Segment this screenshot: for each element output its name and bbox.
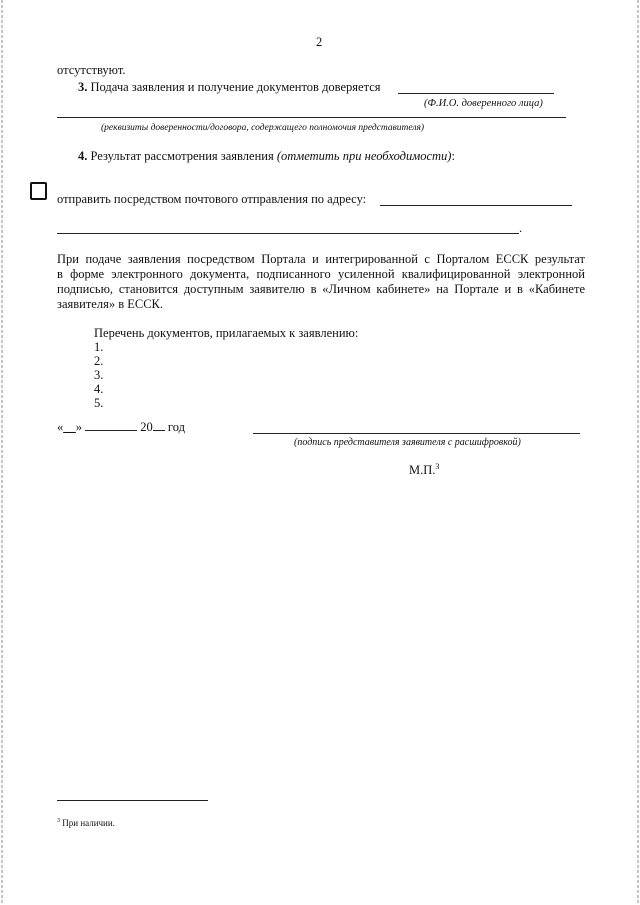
documents-list-item: 2.	[94, 354, 104, 368]
mail-address-field[interactable]	[380, 205, 572, 206]
portal-paragraph-line: заявителя» в ЕССК.	[57, 297, 163, 311]
mail-address-field-2[interactable]	[57, 233, 519, 234]
date-line	[57, 419, 185, 435]
documents-list-item: 3.	[94, 368, 104, 382]
date-day-field[interactable]: __	[63, 420, 76, 434]
footnote	[57, 818, 115, 828]
item4-number: 4.	[78, 149, 88, 163]
stamp-label: М.П.	[409, 463, 436, 478]
item3-number: 3.	[78, 80, 88, 94]
page-number: 2	[316, 35, 323, 49]
signature-field[interactable]	[253, 433, 580, 434]
footnote-separator	[57, 800, 208, 801]
date-year-word: год	[167, 420, 185, 434]
item3-line	[78, 80, 381, 95]
mail-address-end-dot: .	[519, 221, 523, 235]
footnote-text: При наличии.	[62, 818, 115, 828]
stamp-place	[409, 459, 439, 478]
stamp-footnote-ref: 3	[435, 462, 440, 471]
scan-edge-right	[637, 0, 639, 905]
power-of-attorney-field[interactable]	[57, 117, 566, 118]
signature-hint: (подпись представителя заявителя с расшифровкой)	[294, 437, 521, 448]
documents-list	[94, 340, 103, 410]
footnote-mark: 3	[57, 818, 60, 824]
date-year-prefix: 20	[140, 420, 153, 434]
item4-text: Результат рассмотрения заявления	[90, 149, 274, 163]
date-open-quote: «	[57, 420, 64, 434]
trustee-name-field[interactable]	[398, 93, 554, 94]
date-close-quote: »	[75, 420, 82, 434]
documents-list-item: 5.	[94, 396, 104, 410]
documents-list-item: 1.	[94, 340, 104, 354]
date-month-field[interactable]	[85, 419, 137, 431]
portal-paragraph-line: подписью, становится доступным заявителю в «Личном кабинете» на Портале и в «Кабинете	[57, 282, 585, 296]
date-year-field[interactable]	[153, 419, 165, 431]
documents-title: Перечень документов, прилагаемых к заявлению:	[94, 326, 359, 340]
mail-option-checkbox[interactable]	[30, 182, 47, 200]
item4-colon: :	[451, 149, 455, 163]
mail-option-text: отправить посредством почтового отправления по адресу:	[57, 192, 367, 206]
fio-hint: (Ф.И.О. доверенного лица)	[424, 98, 543, 109]
item4-line	[78, 149, 455, 164]
portal-paragraph	[57, 252, 585, 312]
requisites-hint: (реквизиты доверенности/договора, содержащего полномочия представителя)	[101, 123, 425, 133]
portal-paragraph-line: в форме электронного документа, подписанного усиленной квалифицированной электронной	[57, 267, 585, 281]
item3-text: Подача заявления и получение документов доверяется	[90, 80, 381, 94]
documents-list-item: 4.	[94, 382, 104, 396]
item4-hint: (отметить при необходимости)	[276, 149, 452, 163]
portal-paragraph-line: При подаче заявления посредством Портала и интегрированной с Порталом ЕССК результат	[57, 252, 585, 266]
absent-text: отсутствуют.	[57, 63, 126, 77]
scan-edge-left	[1, 0, 3, 905]
